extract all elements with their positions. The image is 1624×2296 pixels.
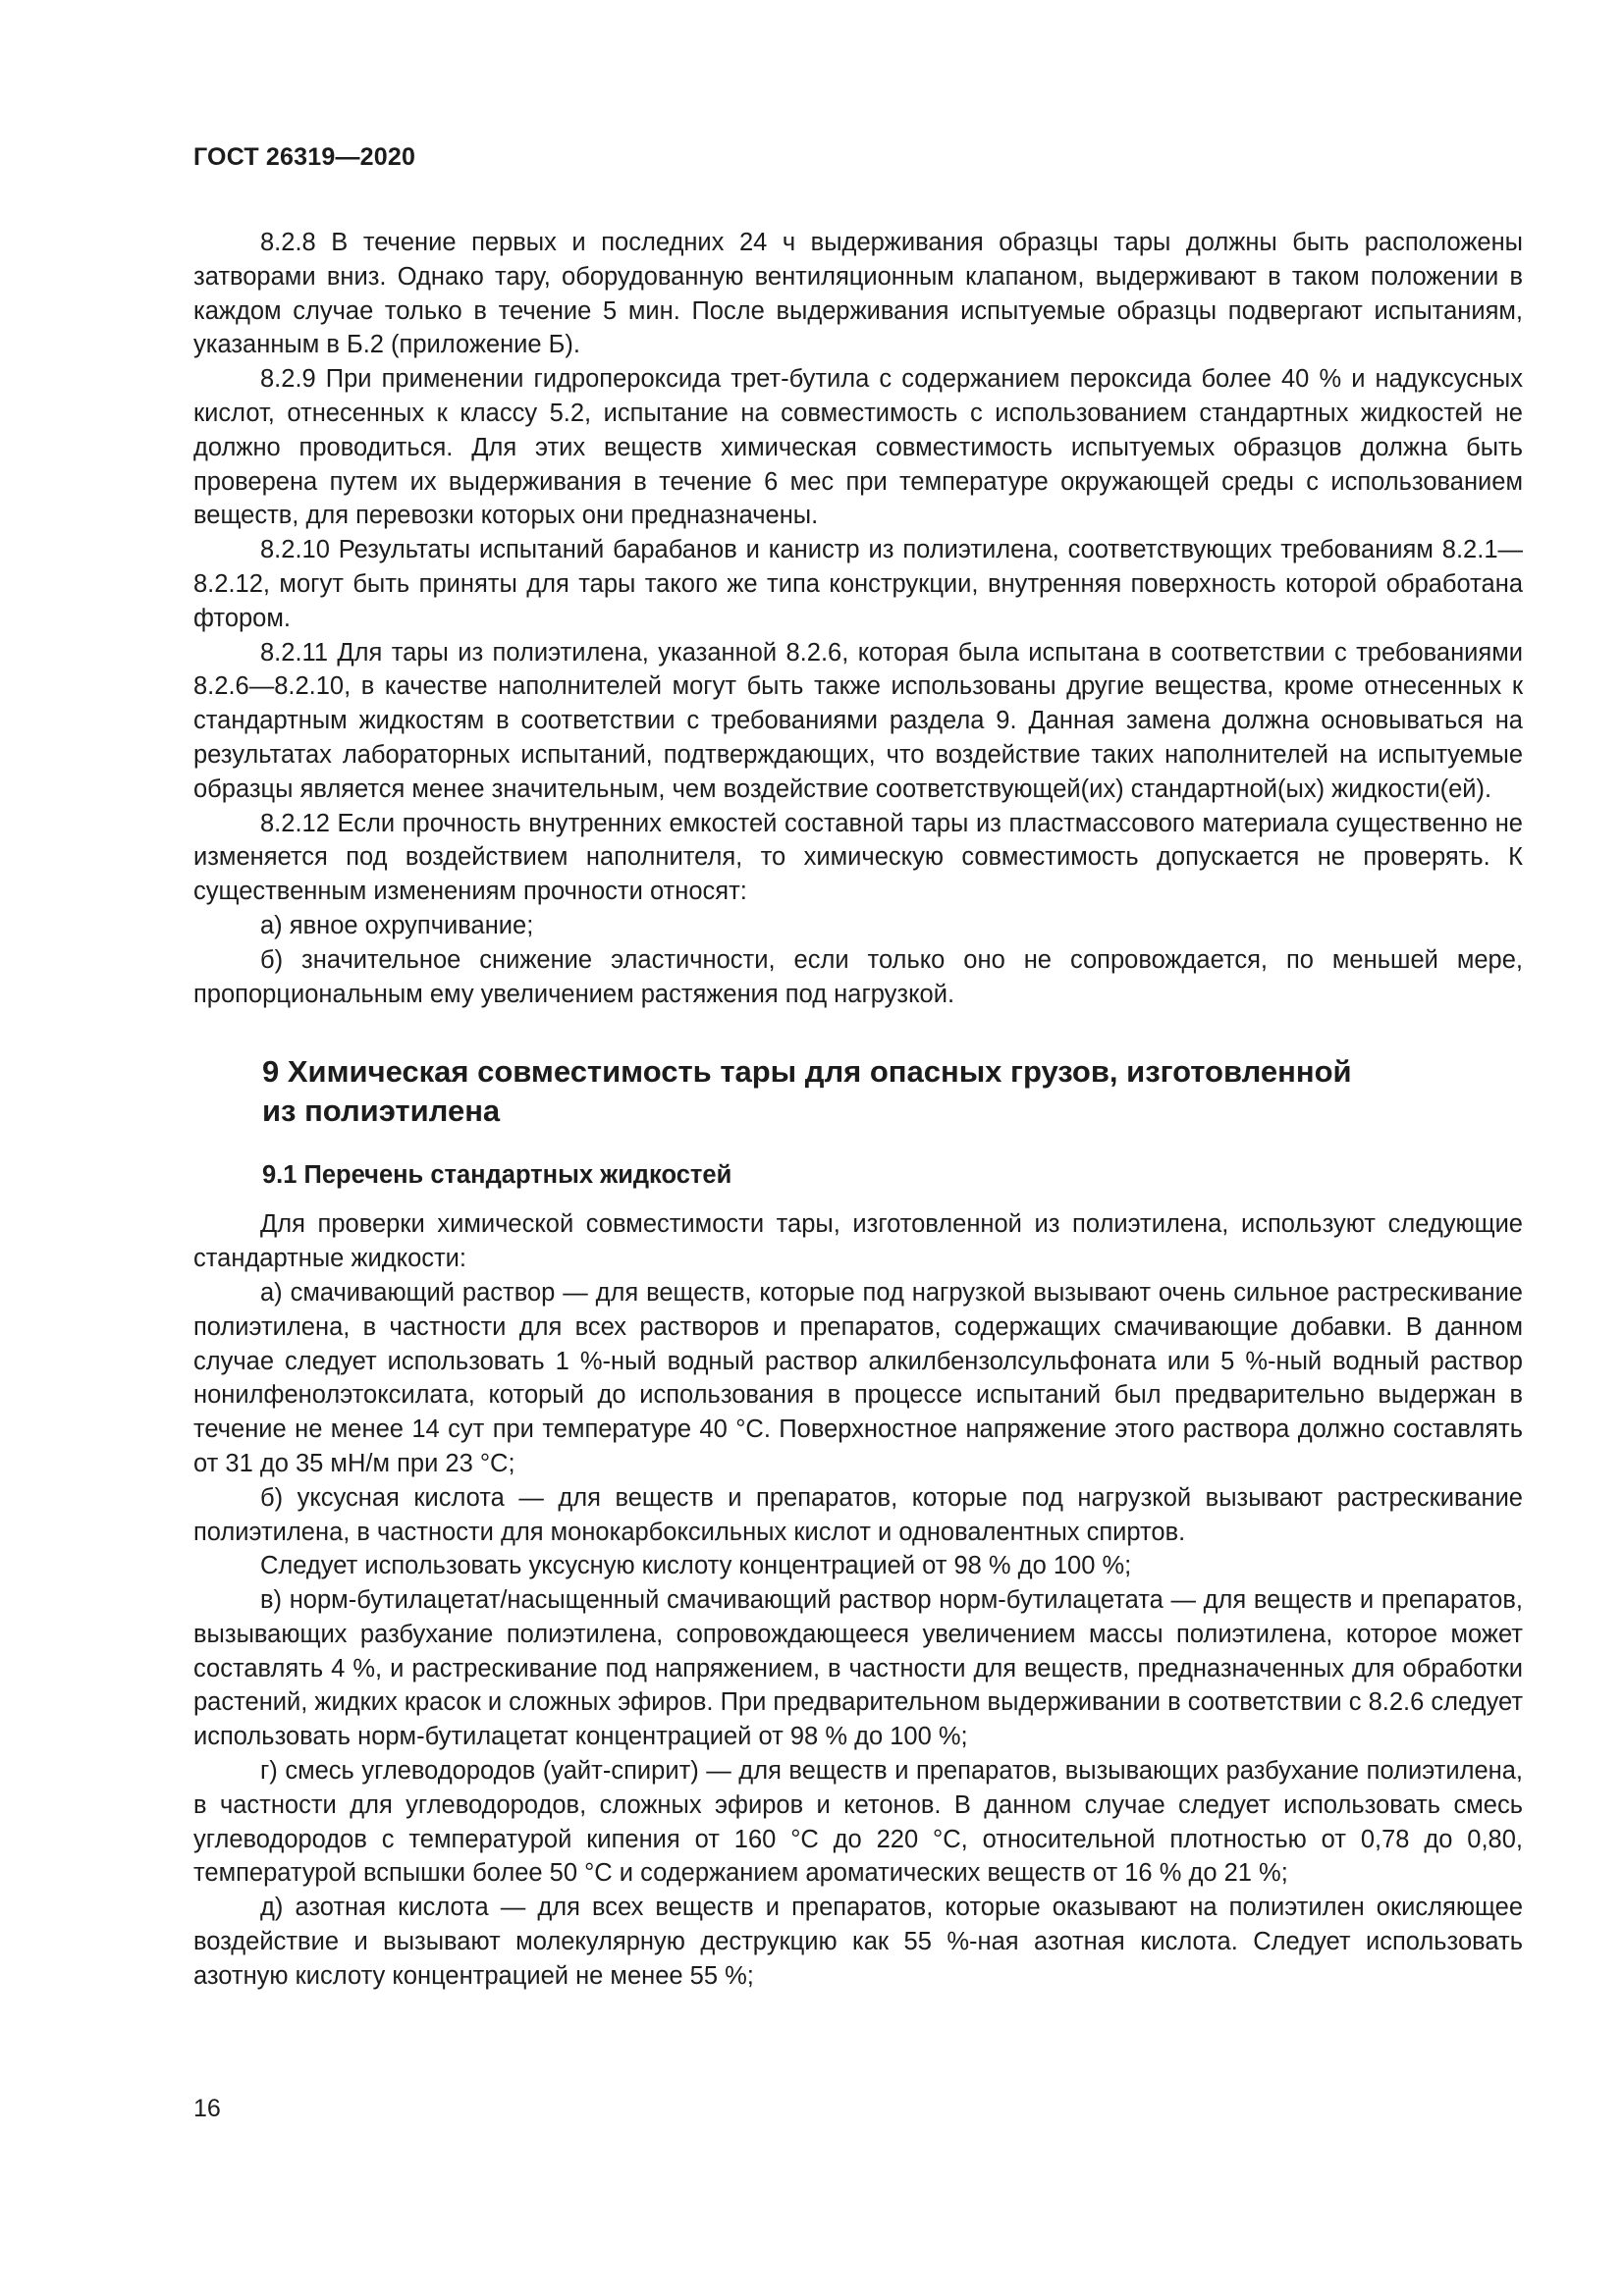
paragraph-acetic-acid-concentration: Следует использовать уксусную кислоту концентрацией от 98 % до 100 %; [260,1552,1132,1580]
clause-9-1-text [193,1207,1523,1993]
list-item-acetic-acid: б) уксусная кислота — для веществ и препаратов, которые под нагрузкой вызывают растрескивание полиэтилена, в частности для монокарбоксильных кислот и одновалентных спиртов. [193,1483,1523,1546]
document-header: ГОСТ 26319—2020 [193,143,416,171]
section-9-heading: 9 Химическая совместимость тары для опасных грузов, изготовленной из полиэтилена [262,1054,1352,1129]
list-item-white-spirit: г) смесь углеводородов (уайт-спирит) — для веществ и препаратов, вызывающих разбухание полиэтилена, в частности для углеводородов, сложных эфиров и кетонов. В данном случае следует использовать смесь углеводородов с температурой кипения от 160 °С до 220 °С, относительной плотностью от 0,78 до 0,80, температурой вспышки более 50 °С и содержанием ароматических веществ от 16 % до 21 %; [193,1757,1523,1888]
paragraph-8-2-9: 8.2.9 При применении гидропероксида трет-бутила с содержанием пероксида более 40 % и надуксусных кислот, отнесенных к классу 5.2, испытание на совместимость с использованием стандартных жидкостей не должно проводиться. Для этих веществ химическая совместимость испытуемых образцов должна быть проверена путем их выдерживания в течение 6 мес при температуре окружающей среды с использованием веществ, для перевозки которых они предназначены. [193,365,1523,530]
clause-8-2-text [193,226,1523,1011]
paragraph-8-2-12: 8.2.12 Если прочность внутренних емкостей составной тары из пластмассового материала существенно не изменяется под воздействием наполнителя, то химическую совместимость допускается не проверять. К существенным изменениям прочности относят: [193,809,1523,906]
paragraph-8-2-8: 8.2.8 В течение первых и последних 24 ч выдерживания образцы тары должны быть расположены затворами вниз. Однако тару, оборудованную вентиляционным клапаном, выдерживают в таком положении в каждом случае только в течение 5 мин. После выдерживания испытуемые образцы подвергают испытаниям, указанным в Б.2 (приложение Б). [193,229,1523,359]
paragraph-8-2-10: 8.2.10 Результаты испытаний барабанов и канистр из полиэтилена, соответствующих требованиям 8.2.1—8.2.12, могут быть приняты для тары такого же типа конструкции, внутренняя поверхность которой обработана фтором. [193,536,1523,632]
list-item-butyl-acetate: в) норм-бутилацетат/насыщенный смачивающий раствор норм-бутилацетата — для веществ и препаратов, вызывающих разбухание полиэтилена, сопровождающееся увеличением массы полиэтилена, которое может составлять 4 %, и растрескивание под напряжением, в частности для веществ, предназначенных для обработки растений, жидких красок и сложных эфиров. При предварительном выдерживании в соответствии с 8.2.6 следует использовать норм-бутилацетат концентрацией от 98 % до 100 %; [193,1586,1524,1751]
paragraph-intro: Для проверки химической совместимости тары, изготовленной из полиэтилена, используют следующие стандартные жидкости: [193,1210,1523,1273]
list-item-b: б) значительное снижение эластичности, если только оно не сопровождается, по меньшей мере, пропорциональным ему увеличением растяжения под нагрузкой. [193,945,1523,1008]
subsection-9-1-heading: 9.1 Перечень стандартных жидкостей [262,1161,732,1190]
list-item-a: а) явное охрупчивание; [260,911,534,939]
list-item-nitric-acid: д) азотная кислота — для всех веществ и препаратов, которые оказывают на полиэтилен окисляющее воздействие и вызывают молекулярную деструкцию как 55 %-ная азотная кислота. Следует использовать азотную кислоту концентрацией не менее 55 %; [193,1894,1523,1990]
paragraph-8-2-11: 8.2.11 Для тары из полиэтилена, указанной 8.2.6, которая была испытана в соответствии с требованиями 8.2.6—8.2.10, в качестве наполнителей могут быть также использованы другие вещества, кроме отнесенных к стандартным жидкостям в соответствии с требованиями раздела 9. Данная замена должна основываться на результатах лабораторных испытаний, подтверждающих, что воздействие таких наполнителей на испытуемые образцы является менее значительным, чем воздействие соответствующей(их) стандартной(ых) жидкости(ей). [193,638,1523,803]
list-item-wetting-solution: а) смачивающий раствор — для веществ, которые под нагрузкой вызывают очень сильное растрескивание полиэтилена, в частности для всех растворов и препаратов, содержащих смачивающие добавки. В данном случае следует использовать 1 %-ный водный раствор алкилбензолсульфоната или 5 %-ный водный раствор нонилфенолэтоксилата, который до использования в процессе испытаний был предварительно выдержан в течение не менее 14 сут при температуре 40 °С. Поверхностное напряжение этого раствора должно составлять от 31 до 35 мН/м при 23 °С; [193,1278,1523,1477]
document-page [193,142,1523,1994]
page-number: 16 [193,2095,221,2122]
